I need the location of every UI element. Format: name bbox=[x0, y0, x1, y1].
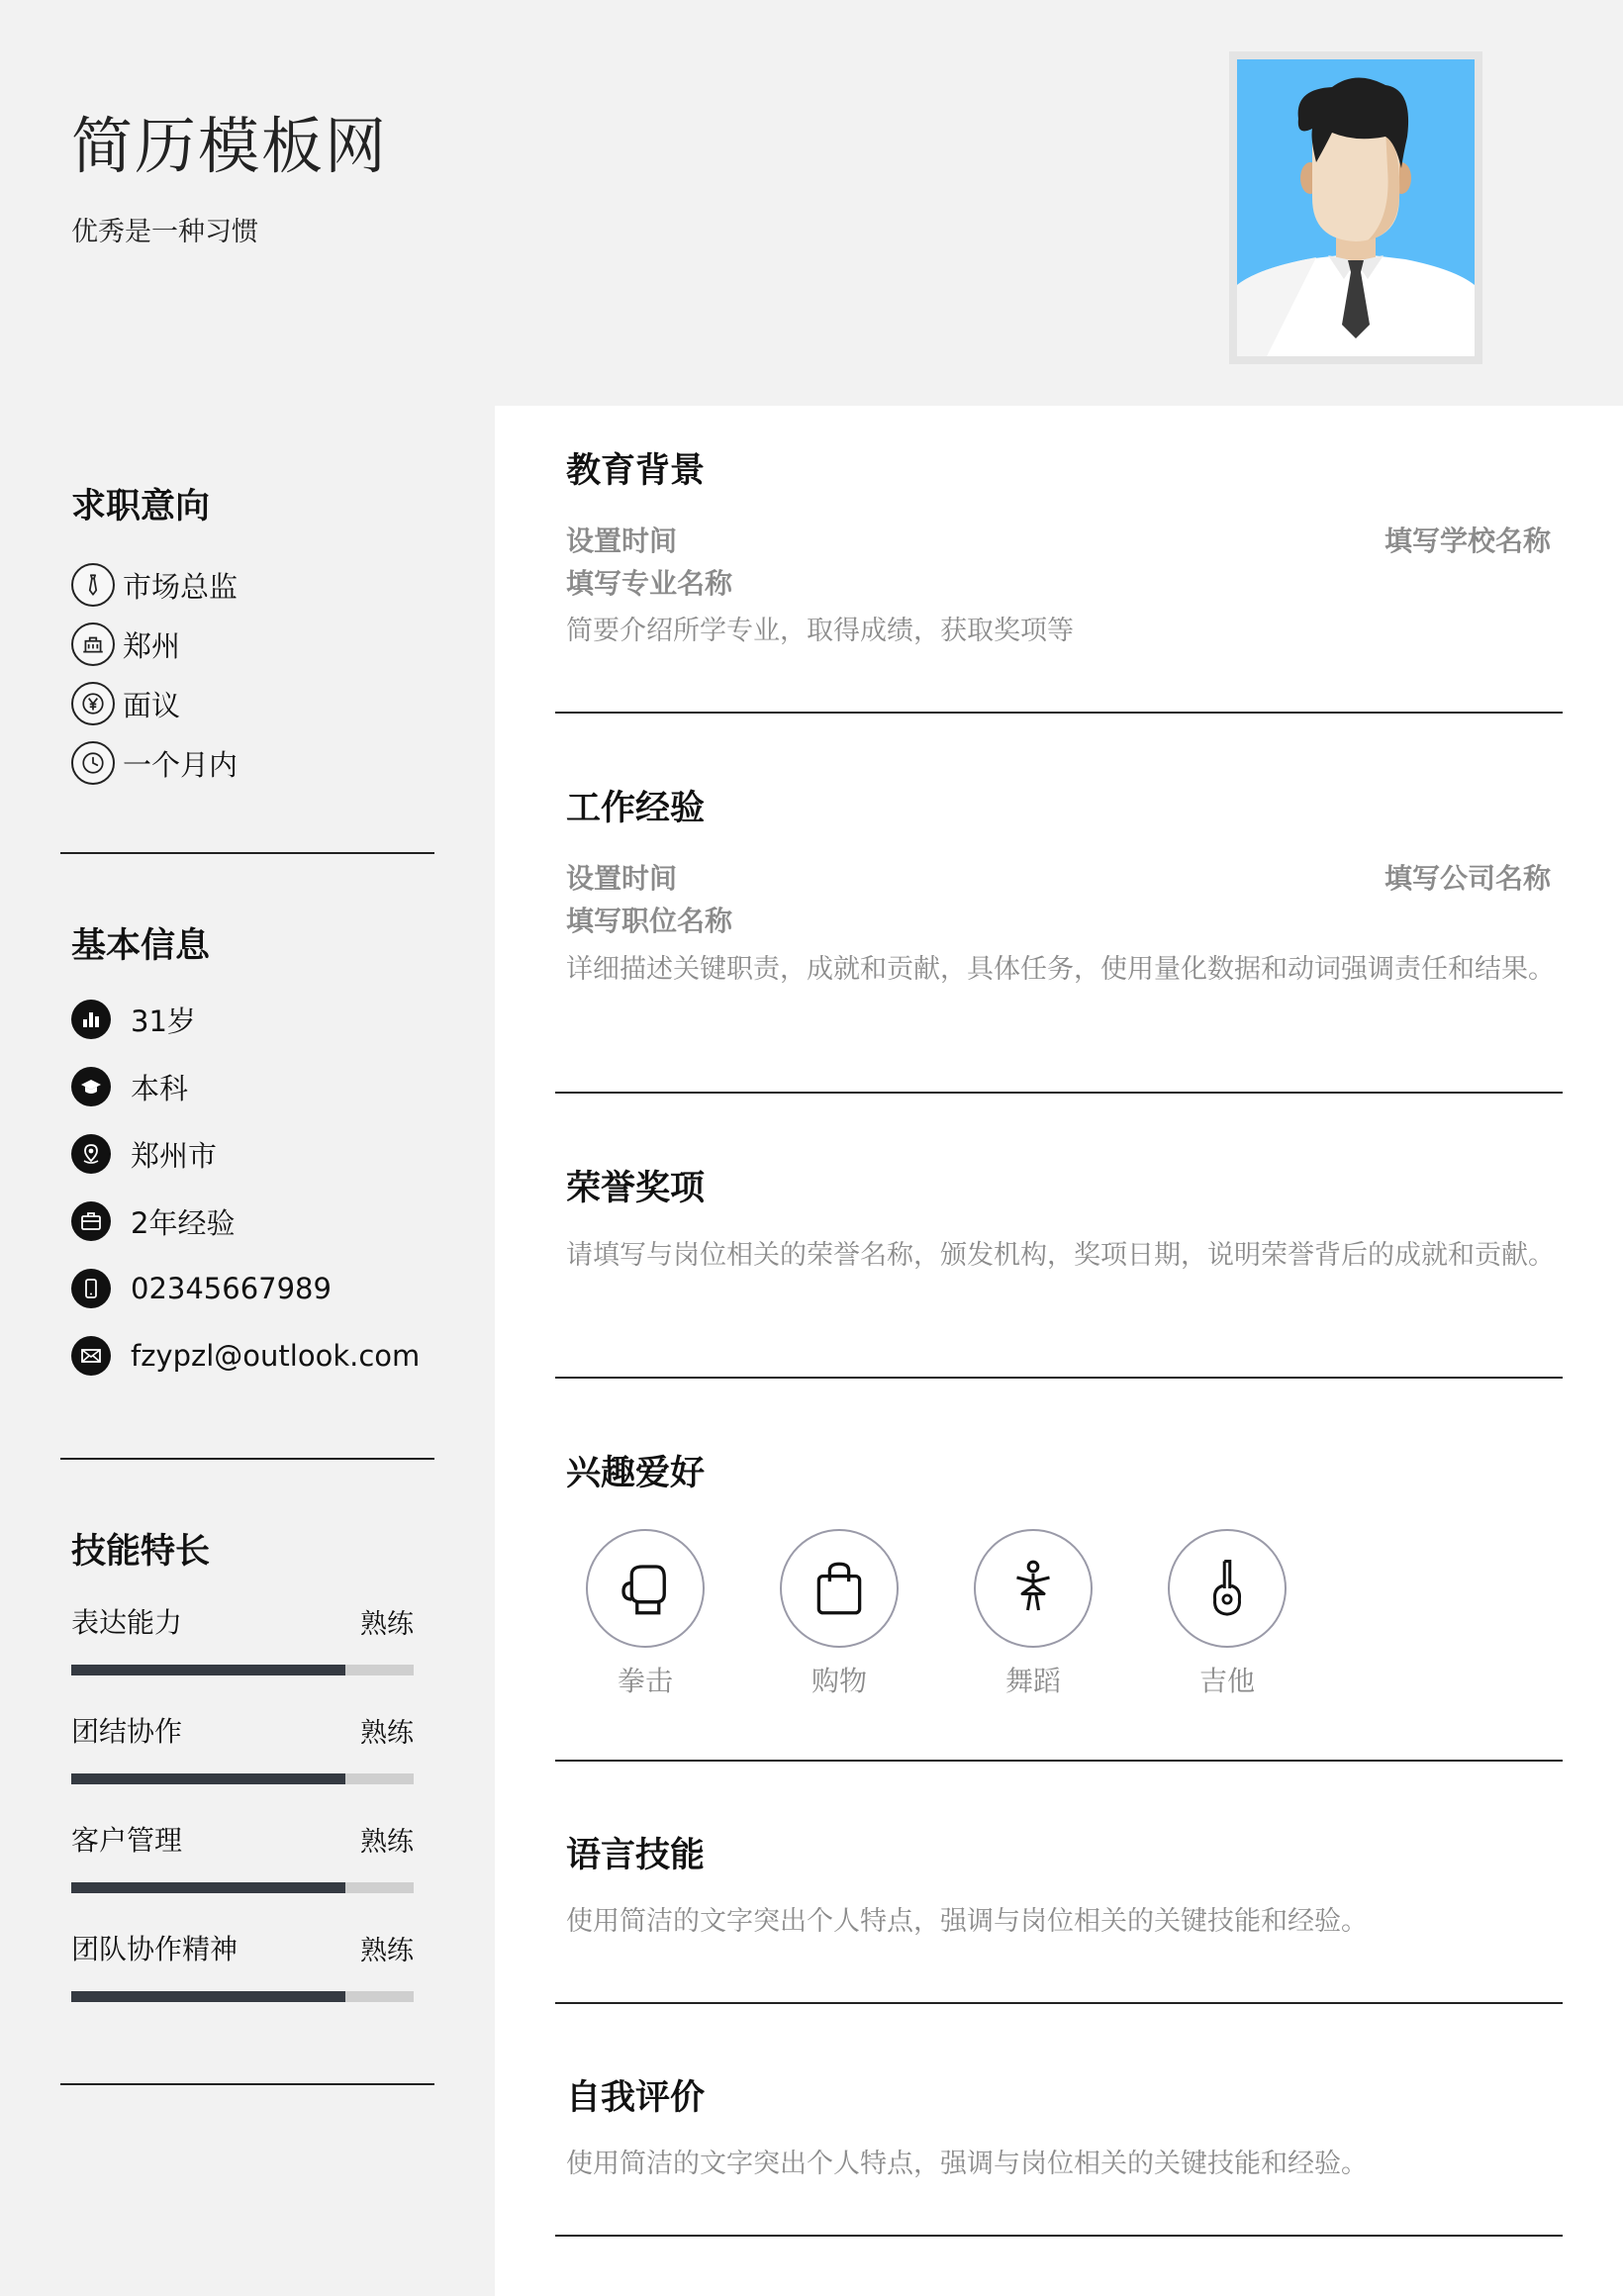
skill-name: 团队协作精神 bbox=[71, 1933, 239, 1965]
info-item-label: 31岁 bbox=[131, 1004, 196, 1038]
hobby-label: 拳击 bbox=[617, 1665, 673, 1697]
skill-level: 熟练 bbox=[360, 1609, 414, 1640]
info-item-label: 2年经验 bbox=[131, 1205, 236, 1240]
clock-icon bbox=[71, 741, 115, 785]
avatar-illustration bbox=[1237, 59, 1475, 356]
info-item-label: 本科 bbox=[131, 1071, 189, 1105]
hobby-item bbox=[586, 1529, 705, 1699]
intent-item-salary bbox=[71, 681, 180, 726]
skill-progress-bar bbox=[71, 1882, 414, 1893]
intent-item-label: 面议 bbox=[123, 688, 181, 722]
skill-level: 熟练 bbox=[360, 1936, 414, 1966]
honors-description: 请填写与岗位相关的荣誉名称，颁发机构，奖项日期，说明荣誉背后的成就和贡献。 bbox=[566, 1240, 1555, 1271]
skill-progress-fill bbox=[71, 1991, 345, 2002]
language-title: 语言技能 bbox=[566, 1836, 706, 1875]
shopping-bag-icon bbox=[780, 1529, 899, 1648]
hobby-label: 购物 bbox=[811, 1665, 867, 1697]
guitar-icon bbox=[1168, 1529, 1287, 1648]
info-item-experience bbox=[71, 1201, 235, 1241]
skill-item bbox=[71, 1601, 414, 1675]
work-time: 设置时间 bbox=[566, 862, 678, 895]
self-evaluation-title: 自我评价 bbox=[566, 2078, 706, 2118]
skill-progress-fill bbox=[71, 1882, 345, 1893]
skill-progress-fill bbox=[71, 1773, 345, 1784]
section-divider bbox=[555, 1377, 1563, 1379]
sidebar-divider bbox=[60, 2083, 434, 2085]
sidebar-divider bbox=[60, 852, 434, 854]
education-title: 教育背景 bbox=[566, 451, 706, 491]
work-title: 工作经验 bbox=[566, 789, 706, 828]
skill-progress-bar bbox=[71, 1665, 414, 1675]
section-divider bbox=[555, 1760, 1563, 1762]
bar-chart-icon bbox=[71, 1000, 111, 1039]
education-time: 设置时间 bbox=[566, 525, 678, 557]
job-intent-title: 求职意向 bbox=[71, 487, 211, 526]
self-evaluation-description: 使用简洁的文字突出个人特点，强调与岗位相关的关键技能和经验。 bbox=[566, 2149, 1368, 2179]
skills-title: 技能特长 bbox=[71, 1532, 211, 1572]
hobby-label: 舞蹈 bbox=[1004, 1665, 1061, 1697]
tie-icon bbox=[71, 563, 115, 607]
info-item-label: 郑州市 bbox=[131, 1138, 218, 1173]
work-company: 填写公司名称 bbox=[1384, 862, 1551, 895]
skill-progress-fill bbox=[71, 1665, 345, 1675]
skill-level: 熟练 bbox=[360, 1827, 414, 1858]
boxing-glove-icon bbox=[586, 1529, 705, 1648]
building-icon bbox=[71, 622, 115, 666]
skill-progress-bar bbox=[71, 1991, 414, 2002]
section-divider bbox=[555, 2002, 1563, 2004]
hobby-label: 吉他 bbox=[1198, 1665, 1255, 1697]
briefcase-icon bbox=[71, 1201, 111, 1241]
work-description: 详细描述关键职责，成就和贡献，具体任务，使用量化数据和动词强调责任和结果。 bbox=[566, 954, 1555, 985]
skill-item bbox=[71, 1819, 414, 1893]
skill-name: 团结协作 bbox=[71, 1715, 183, 1748]
info-item-age bbox=[71, 1000, 196, 1039]
intent-item-label: 郑州 bbox=[123, 628, 181, 663]
education-major: 填写专业名称 bbox=[566, 567, 733, 600]
main-content-panel bbox=[495, 406, 1623, 2296]
yen-icon bbox=[71, 682, 115, 725]
info-item-label: 02345667989 bbox=[131, 1272, 332, 1305]
info-item-location bbox=[71, 1134, 217, 1174]
intent-item-label: 市场总监 bbox=[123, 569, 239, 604]
hobby-item bbox=[1168, 1529, 1287, 1699]
education-description: 简要介绍所学专业，取得成绩，获取奖项等 bbox=[566, 616, 1074, 646]
skill-name: 客户管理 bbox=[71, 1824, 183, 1857]
graduation-cap-icon bbox=[71, 1067, 111, 1106]
work-position: 填写职位名称 bbox=[566, 905, 733, 937]
skill-level: 熟练 bbox=[360, 1718, 414, 1749]
basic-info-title: 基本信息 bbox=[71, 926, 211, 966]
hobby-item bbox=[974, 1529, 1093, 1699]
info-item-label: fzypzl@outlook.com bbox=[131, 1339, 421, 1373]
skill-item bbox=[71, 1928, 414, 2002]
info-item-phone bbox=[71, 1269, 332, 1308]
skill-progress-bar bbox=[71, 1773, 414, 1784]
resume-subtitle: 优秀是一种习惯 bbox=[71, 217, 258, 247]
intent-item-availability bbox=[71, 740, 238, 786]
intent-item-city bbox=[71, 622, 180, 667]
language-description: 使用简洁的文字突出个人特点，强调与岗位相关的关键技能和经验。 bbox=[566, 1906, 1368, 1937]
section-divider bbox=[555, 712, 1563, 714]
profile-photo bbox=[1229, 51, 1482, 364]
sidebar-divider bbox=[60, 1458, 434, 1460]
intent-item-position bbox=[71, 562, 238, 608]
phone-icon bbox=[71, 1269, 111, 1308]
section-divider bbox=[555, 2235, 1563, 2237]
dancer-icon bbox=[974, 1529, 1093, 1648]
section-divider bbox=[555, 1092, 1563, 1094]
info-item-education bbox=[71, 1067, 188, 1106]
location-pin-icon bbox=[71, 1134, 111, 1174]
hobbies-title: 兴趣爱好 bbox=[566, 1454, 706, 1493]
honors-title: 荣誉奖项 bbox=[566, 1169, 706, 1208]
mail-icon bbox=[71, 1336, 111, 1376]
education-school: 填写学校名称 bbox=[1384, 525, 1551, 557]
resume-title: 简历模板网 bbox=[71, 110, 389, 182]
info-item-email bbox=[71, 1336, 420, 1376]
intent-item-label: 一个月内 bbox=[123, 747, 239, 782]
skill-item bbox=[71, 1710, 414, 1784]
hobby-item bbox=[780, 1529, 899, 1699]
skill-name: 表达能力 bbox=[71, 1606, 183, 1639]
